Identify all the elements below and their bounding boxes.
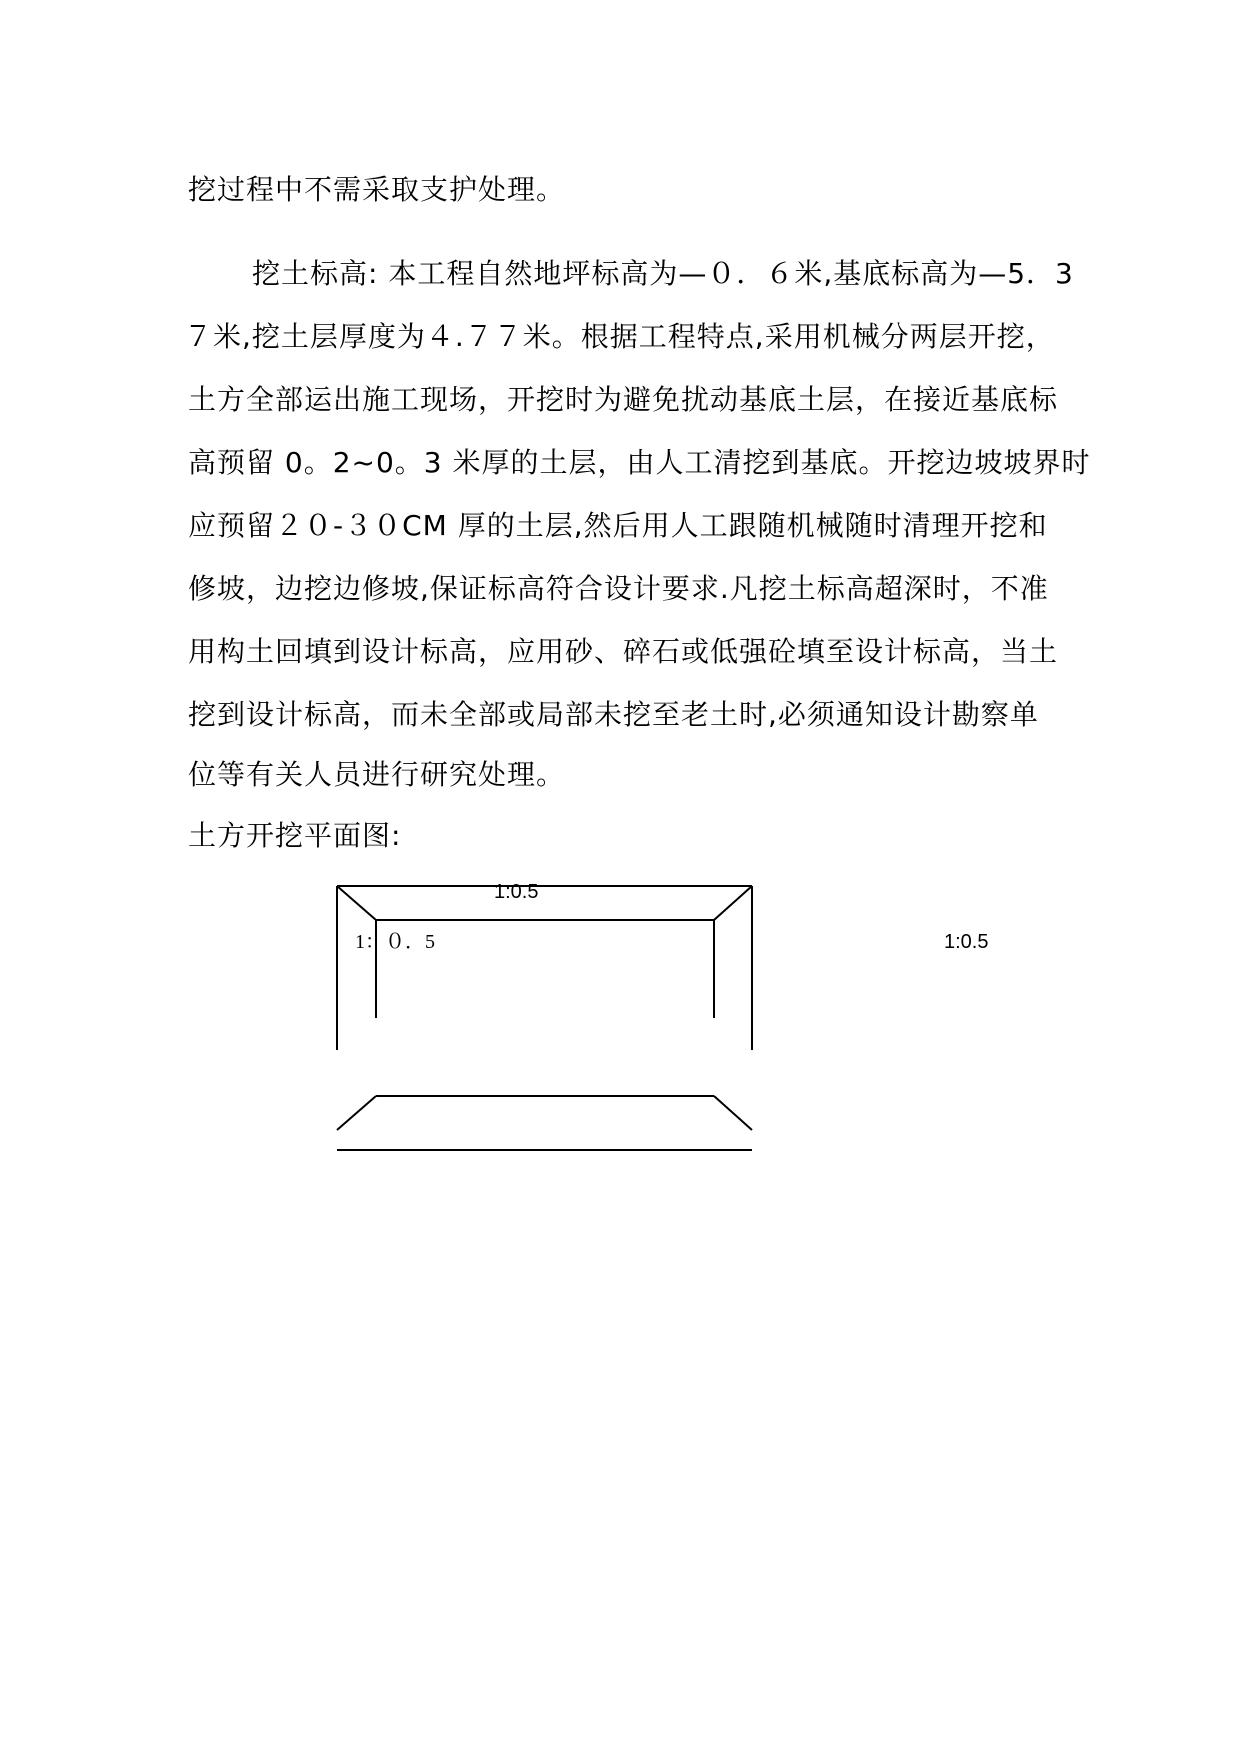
- top-left-corner-slope: [337, 886, 376, 920]
- slope-ratio-top-label: 1:0.5: [494, 881, 539, 903]
- paragraph-line: 位等有关人员进行研究处理。: [188, 758, 566, 791]
- slope-ratio-left-label: 1：０．5: [355, 931, 435, 953]
- paragraph-line: 挖土标高: 本工程自然地坪标高为—０．６米,基底标高为—5．3: [252, 257, 1074, 290]
- paragraph-line: 用构土回填到设计标高，应用砂、碎石或低强砼填至设计标高，当土: [188, 635, 1059, 668]
- slope-ratio-right-label: 1:0.5: [944, 931, 989, 953]
- paragraph-line: 土方全部运出施工现场，开挖时为避免扰动基底土层，在接近基底标: [188, 383, 1059, 416]
- paragraph-line: 挖过程中不需采取支护处理。: [188, 173, 566, 206]
- bottom-left-corner-slope: [337, 1096, 376, 1130]
- paragraph-line: 应预留２０-３０CM 厚的土层,然后用人工跟随机械随时清理开挖和: [188, 509, 1048, 542]
- top-right-corner-slope: [714, 886, 752, 920]
- paragraph-line: 修坡，边挖边修坡,保证标高符合设计要求.凡挖土标高超深时，不准: [188, 572, 1049, 605]
- paragraph-line: ７米,挖土层厚度为４.７７米。根据工程特点,采用机械分两层开挖，: [184, 320, 1055, 353]
- paragraph-line: 挖到设计标高，而未全部或局部未挖至老土时,必须通知设计勘察单: [188, 698, 1039, 731]
- bottom-right-corner-slope: [714, 1096, 752, 1130]
- section-heading: 土方开挖平面图:: [188, 819, 402, 852]
- paragraph-line: 高预留 0。2~0。3 米厚的土层，由人工清挖到基底。开挖边坡坡界时: [188, 446, 1091, 479]
